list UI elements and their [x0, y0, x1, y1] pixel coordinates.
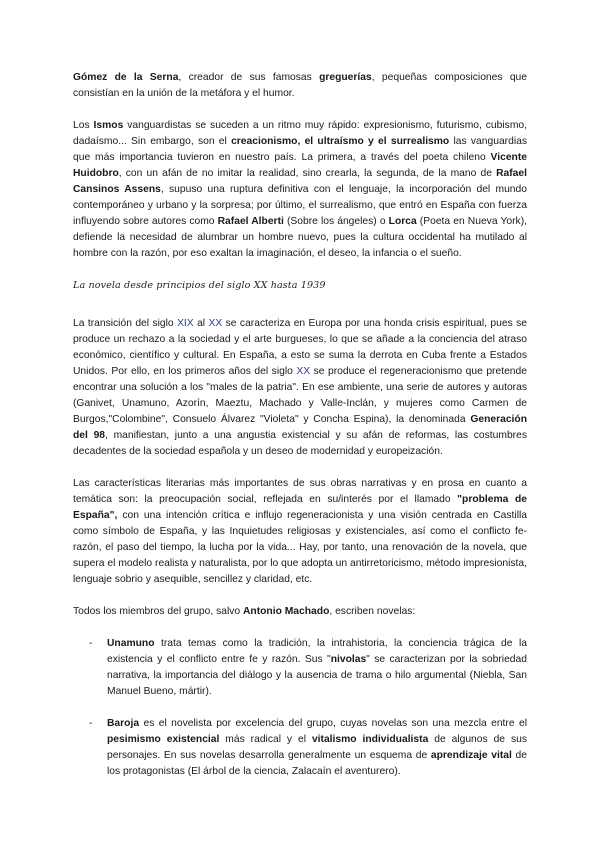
text-run: Los	[73, 120, 94, 131]
paragraph-caracteristicas	[73, 476, 527, 588]
bold-term: Rafael Cansinos Assens	[73, 168, 527, 195]
bold-term: Baroja	[107, 718, 140, 729]
text-run: , supuso una ruptura definitiva con el lenguaje, la incorporación del mundo contemporáneo y urbano y la sorpresa; por último, el surrealismo, que entró en España con fuerza influyendo sobre autores como	[73, 184, 527, 227]
paragraph-transicion	[73, 316, 527, 460]
text-run: , pequeñas composiciones que consistían en la unión de la metáfora y el humor.	[73, 72, 527, 99]
text-run: con una intención crítica e influjo regeneracionista y una visión centrada en Castilla como símbolo de España, y las Inquietudes religiosas y existenciales, así como el conflicto fe-razón, el paso del tiempo, la lucha por la vida... Hay, por tanto, una renovación de la novela, que supera el modelo realista y naturalista, por lo que adopta un antirretoricismo, método impresionista, lenguaje sobrio y asequible, sencillez y claridad, etc.	[73, 510, 527, 585]
list-item-unamuno	[73, 636, 527, 700]
bold-term: Lorca	[388, 216, 417, 227]
section-heading: La novela desde principios del siglo XX hasta 1939	[73, 280, 326, 291]
bold-term: vitalismo individualista	[311, 734, 429, 745]
bold-term: Vicente Huidobro	[73, 152, 527, 179]
text-run: de los protagonistas (El árbol de la ciencia, Zalacaín el aventurero).	[107, 750, 527, 777]
text-run: trata temas como la tradición, la intrahistoria, la conciencia trágica de la existencia y el conflicto entre fe y razón. Sus "	[107, 638, 527, 665]
bold-term: greguerías	[319, 72, 372, 83]
text-run: Las características literarias más importantes de sus obras narrativas y en prosa en cuanto a temática son: la preocupación social, reflejada en su/interés por el llamado	[73, 478, 527, 505]
bold-term: creacionismo, el ultraísmo y el surrealismo	[231, 136, 450, 147]
text-run: Todos los miembros del grupo, salvo	[73, 606, 243, 617]
bold-term: "problema de España",	[73, 494, 527, 521]
century-numeral: XX	[208, 318, 223, 329]
paragraph-ismos	[73, 118, 527, 262]
bold-term: Ismos	[93, 120, 124, 131]
text-run: es el novelista por excelencia del grupo, cuyas novelas son una mezcla entre el	[139, 718, 527, 729]
bold-term: Generación del 98	[73, 414, 527, 441]
text-run: se caracteriza en Europa por una honda crisis espiritual, pues se produce un rechazo a la sociedad y el arte burgueses, lo que se añade a la conciencia del atraso económico, científico y cultural. En España, a esto se suma la derrota en Cuba frente a Estados Unidos. Por ello, en los primeros años del siglo	[73, 318, 527, 377]
text-run: , escriben novelas:	[329, 606, 416, 617]
bold-term: Antonio Machado	[242, 606, 330, 617]
text-run: La transición del siglo	[73, 318, 178, 329]
text-run: , con un afán de no imitar la realidad, sino crearla, la segunda, de la mano de	[118, 168, 497, 179]
text-run: (Poeta en Nueva York), defiende la necesidad de alumbrar un hombre nuevo, pues la cultura occidental ha mutilado al hombre con la razón, por eso exaltan la imaginación, el deseo, la infancia o el sueño.	[73, 216, 527, 259]
text-run: al	[193, 318, 209, 329]
bold-term: Gómez de la Serna	[73, 72, 179, 83]
text-run: , creador de sus famosas	[178, 72, 320, 83]
text-run: las vanguardias que más importancia tuvieron en nuestro país. La primera, a través del poeta chileno	[73, 136, 528, 163]
text-run: de algunos de sus personajes. En sus novelas desarrolla generalmente un esquema de	[107, 734, 527, 761]
century-numeral: XX	[296, 366, 311, 377]
document-page	[73, 70, 527, 796]
bold-term: Unamuno	[107, 638, 155, 649]
bold-term: aprendizaje vital	[430, 750, 512, 761]
bold-term: Rafael Alberti	[217, 216, 284, 227]
list-item-baroja	[73, 716, 527, 780]
novelists-list	[73, 636, 527, 780]
text-run: , manifiestan, junto a una angustia existencial y su afán de reformas, las costumbres decadentes de la sociedad española y un deseo de modernidad y europeización.	[73, 430, 527, 457]
bold-term: nivolas	[330, 654, 367, 665]
text-run: vanguardistas se suceden a un ritmo muy rápido: expresionismo, futurismo, cubismo, dadaísmo... Sin embargo, son el	[73, 120, 527, 147]
text-run: " se caracterizan por la sobriedad narrativa, la importancia del diálogo y la ausencia de trama o hilo argumental (Niebla, San Manuel Bueno, mártir).	[107, 654, 527, 697]
paragraph-miembros	[73, 604, 527, 620]
century-numeral: XIX	[177, 318, 194, 329]
list-dash: -	[89, 718, 93, 729]
text-run: más radical y el	[219, 734, 312, 745]
paragraph-gomez-de-la-serna	[73, 70, 527, 102]
text-run: se produce el regeneracionismo que pretende encontrar una solución a los "males de la patria". En ese ambiente, una serie de autores y autoras (Ganivet, Unamuno, Azorín, Maeztu, Machado y Valle-Inclán, y mujeres como Carmen de Burgos,"Colombine", Consuelo Álvarez "Violeta" y Concha Espina), la denominada	[73, 366, 527, 425]
list-dash: -	[89, 638, 93, 649]
bold-term: pesimismo existencial	[107, 734, 220, 745]
text-run: (Sobre los ángeles) o	[283, 216, 389, 227]
